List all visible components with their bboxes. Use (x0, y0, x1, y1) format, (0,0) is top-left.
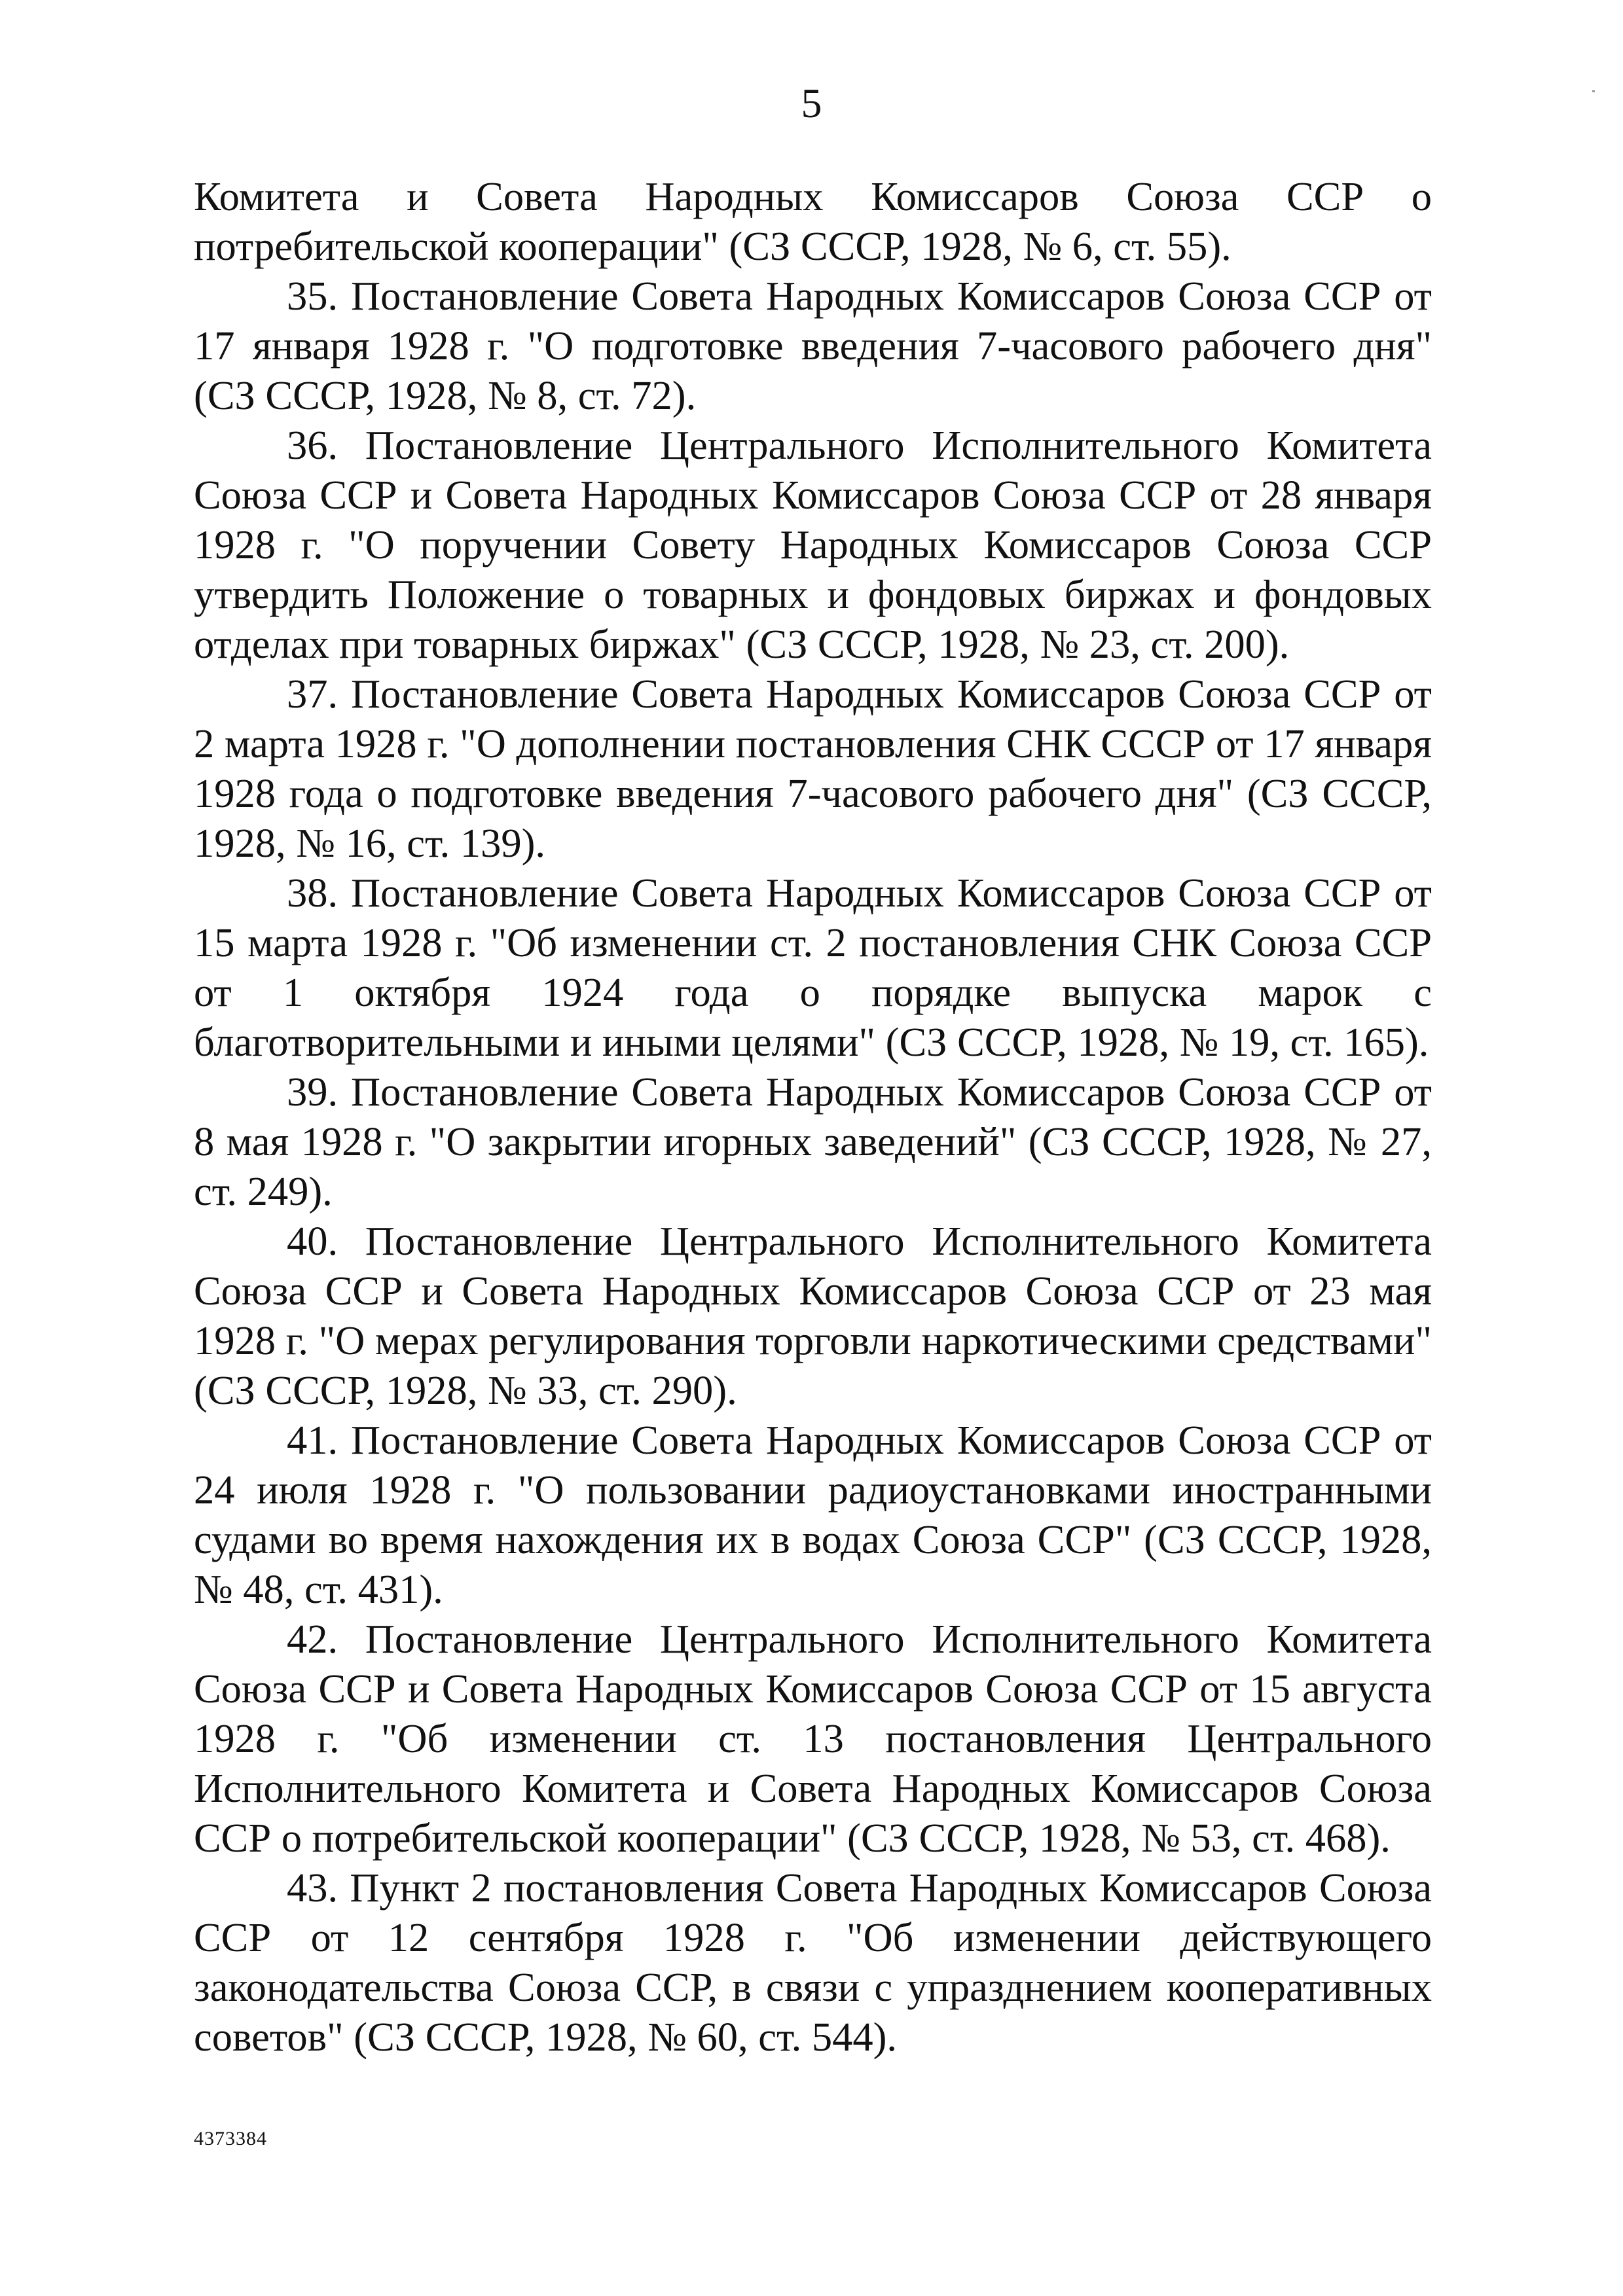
page-number: 5 (801, 80, 822, 126)
document-body (194, 171, 1432, 2062)
list-item-35: 35. Постановление Совета Народных Комиссаров Союза ССР от 17 января 1928 г. "О подготовке введения 7-часового рабочего дня" (СЗ СССР, 1928, № 8, ст. 72). (194, 273, 1432, 418)
list-item-37: 37. Постановление Совета Народных Комиссаров Союза ССР от 2 марта 1928 г. "О дополнении постановления СНК СССР от 17 января 1928 года о подготовке введения 7-часового рабочего дня" (СЗ СССР, 1928, № 16, ст. 139). (194, 671, 1432, 866)
list-item-38: 38. Постановление Совета Народных Комиссаров Союза ССР от 15 марта 1928 г. "Об изменении ст. 2 постановления СНК Союза ССР от 1 октября 1924 года о порядке выпуска марок с благотворительными и иными целями" (СЗ СССР, 1928, № 19, ст. 165). (194, 870, 1432, 1065)
paragraph-continuation: Комитета и Совета Народных Комиссаров Союза ССР о потребительской кооперации" (СЗ СССР, 1928, № 6, ст. 55). (194, 173, 1432, 269)
list-item-40: 40. Постановление Центрального Исполнительного Комитета Союза ССР и Совета Народных Комиссаров Союза ССР от 23 мая 1928 г. "О мерах регулирования торговли наркотическими средствами" (СЗ СССР, 1928, № 33, ст. 290). (194, 1218, 1432, 1413)
scan-speck (1592, 90, 1595, 92)
list-item-42: 42. Постановление Центрального Исполнительного Комитета Союза ССР и Совета Народных Комиссаров Союза ССР от 15 августа 1928 г. "Об изменении ст. 13 постановления Центрального Исполнительного Комитета и Совета Народных Комиссаров Союза ССР о потребительской кооперации" (СЗ СССР, 1928, № 53, ст. 468). (194, 1616, 1432, 1861)
list-item-36: 36. Постановление Центрального Исполнительного Комитета Союза ССР и Совета Народных Комиссаров Союза ССР от 28 января 1928 г. "О поручении Совету Народных Комиссаров Союза ССР утвердить Положение о товарных и фондовых биржах и фондовых отделах при товарных биржах" (СЗ СССР, 1928, № 23, ст. 200). (194, 422, 1432, 667)
list-item-43: 43. Пункт 2 постановления Совета Народных Комиссаров Союза ССР от 12 сентября 1928 г. "Об изменении действующего законодательства Союза ССР, в связи с упразднением кооперативных советов" (СЗ СССР, 1928, № 60, ст. 544). (194, 1865, 1432, 2060)
list-item-41: 41. Постановление Совета Народных Комиссаров Союза ССР от 24 июля 1928 г. "О пользовании радиоустановками иностранными судами во время нахождения их в водах Союза ССР" (СЗ СССР, 1928, № 48, ст. 431). (194, 1417, 1432, 1612)
list-item-39: 39. Постановление Совета Народных Комиссаров Союза ССР от 8 мая 1928 г. "О закрытии игорных заведений" (СЗ СССР, 1928, № 27, ст. 249). (194, 1069, 1432, 1214)
document-id: 4373384 (194, 2128, 267, 2149)
